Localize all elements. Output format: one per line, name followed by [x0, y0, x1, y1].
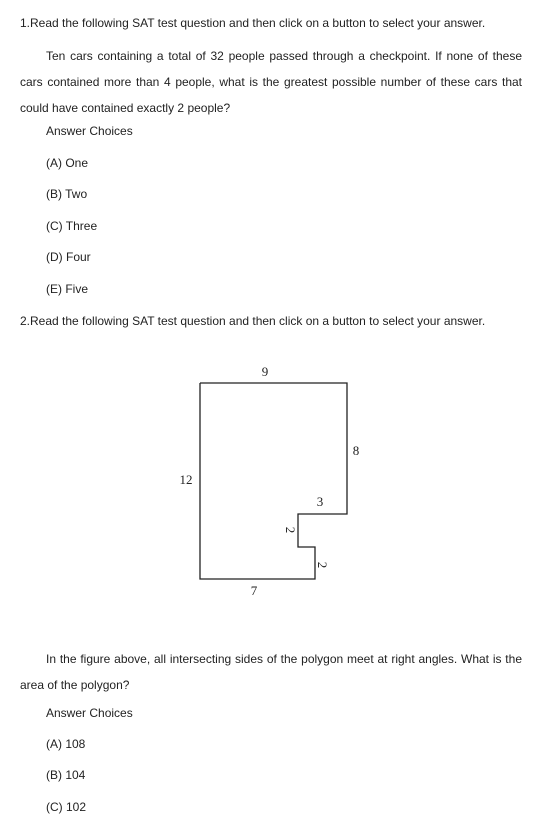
figure-label-step-inner: 2: [315, 561, 330, 569]
question-2-answer-choices-label: Answer Choices: [46, 706, 133, 720]
figure-label-bottom: 7: [250, 583, 258, 598]
question-1-choice-e[interactable]: (E) Five: [46, 282, 88, 296]
question-2-stem: [20, 646, 522, 698]
question-2-choice-a[interactable]: (A) 108: [46, 737, 86, 751]
figure-label-step-top: 3: [316, 494, 324, 509]
figure-label-right: 8: [352, 443, 360, 458]
question-2-choice-c[interactable]: (C) 102: [46, 800, 87, 814]
figure-label-step-vertical: 2: [283, 526, 298, 534]
question-1-choice-c[interactable]: (C) Three: [46, 219, 98, 233]
polygon-outline: [200, 383, 347, 579]
question-1-choice-b[interactable]: (B) Two: [46, 187, 88, 201]
question-1-answer-choices-label: Answer Choices: [46, 124, 133, 138]
question-1-choice-a[interactable]: (A) One: [46, 156, 89, 170]
question-2-choice-b[interactable]: (B) 104: [46, 768, 86, 782]
question-1-choice-d[interactable]: (D) Four: [46, 250, 91, 264]
question-1-header: 1.Read the following SAT test question and then click on a button to select your answer.: [20, 16, 486, 30]
question-1-stem-text: Ten cars containing a total of 32 people passed through a checkpoint. If none of these cars contained more than 4 people, what is the greatest possible number of these cars that could have contained exactly 2 people?: [20, 49, 522, 115]
question-2-stem-text: In the figure above, all intersecting sides of the polygon meet at right angles. What is the area of the polygon?: [20, 652, 522, 692]
question-2-header: 2.Read the following SAT test question and then click on a button to select your answer.: [20, 314, 486, 328]
figure-label-left: 12: [179, 472, 193, 487]
figure-label-top: 9: [261, 364, 269, 379]
